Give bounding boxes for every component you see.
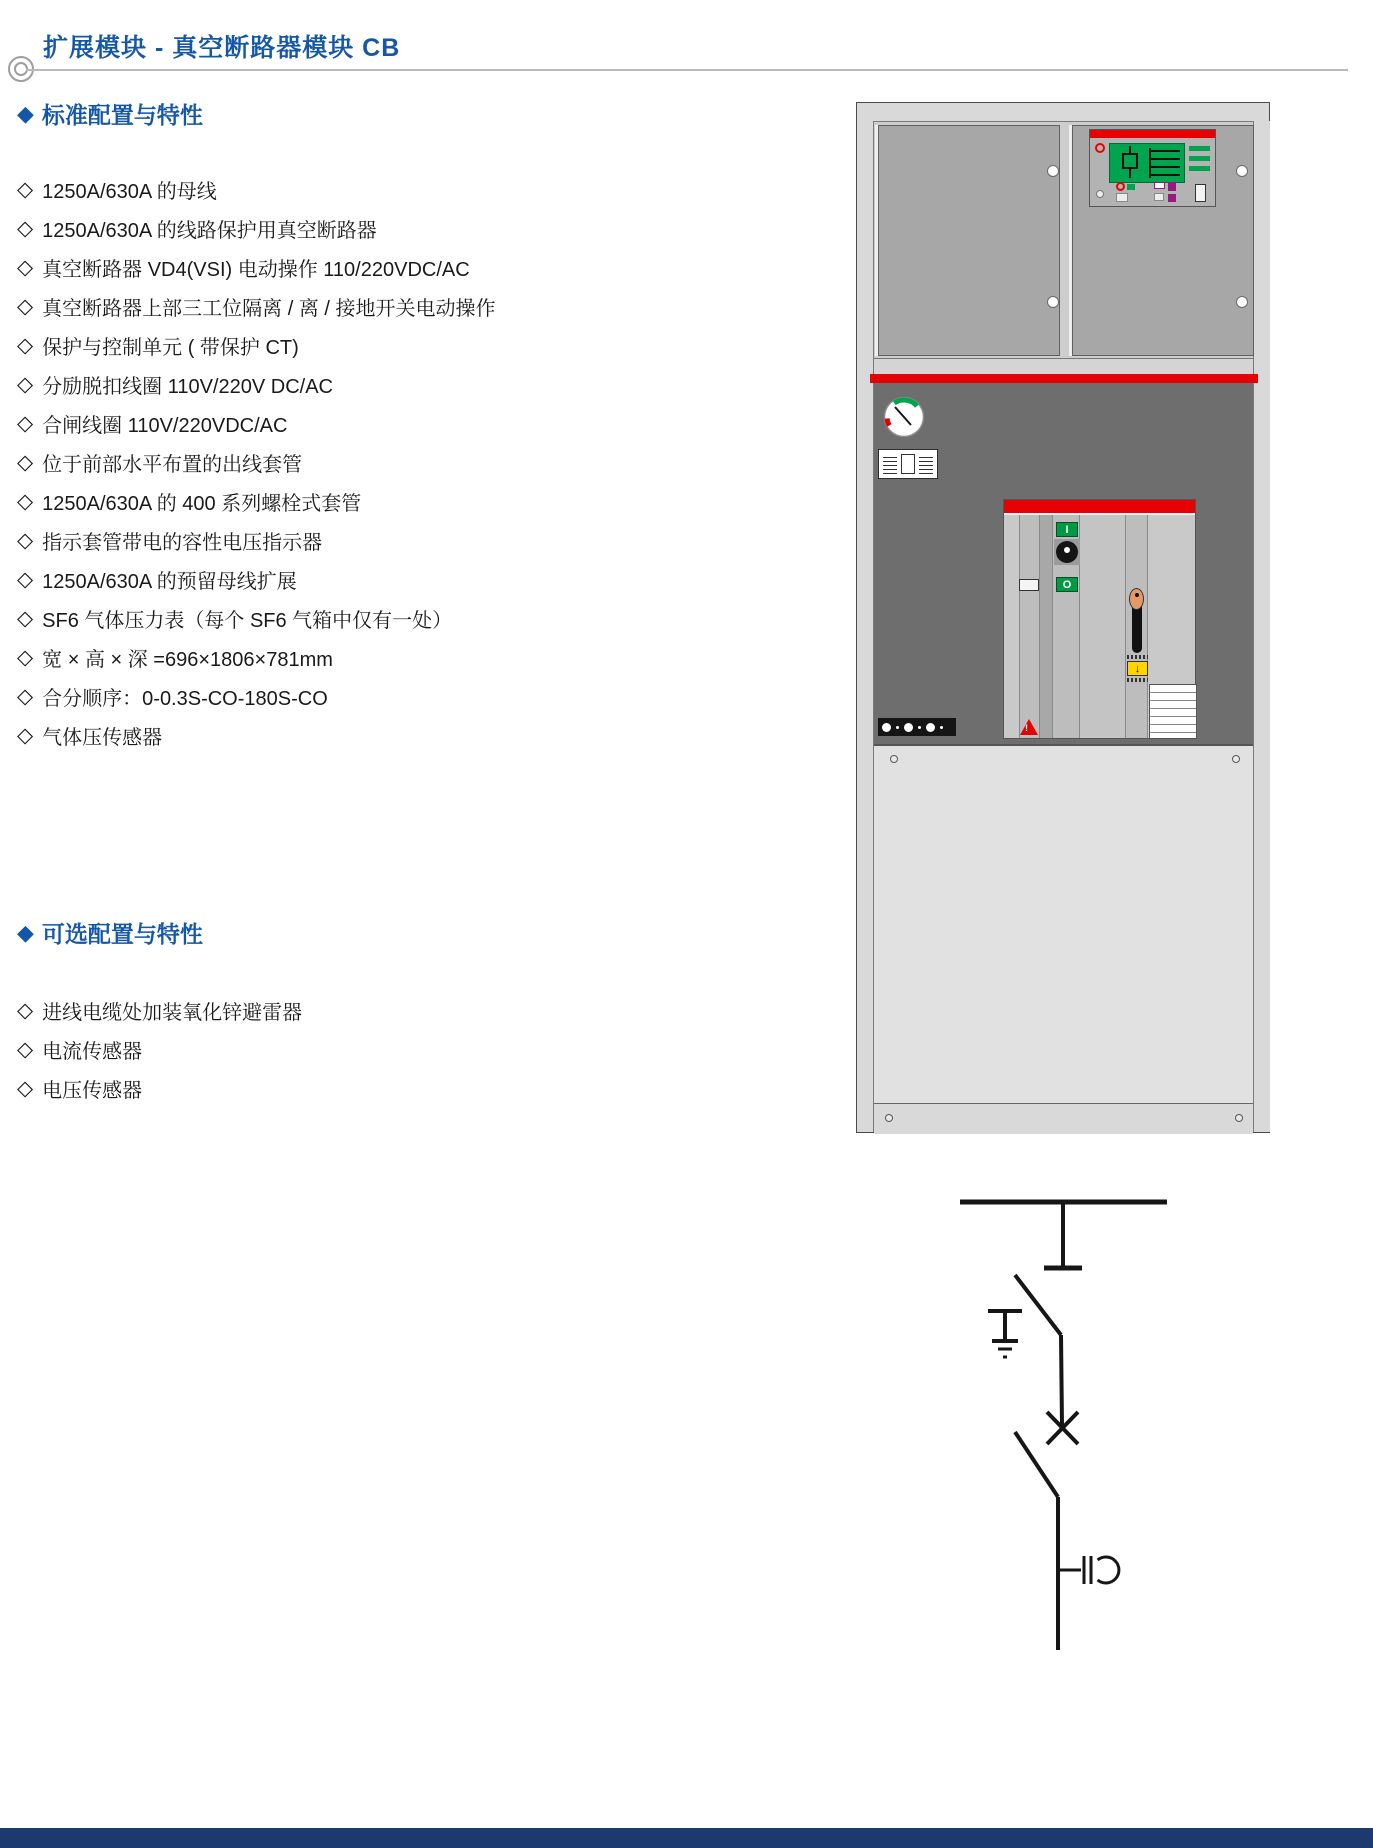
relay-green-bar (1189, 166, 1210, 171)
diamond-bullet-icon: ◇ (17, 1077, 34, 1100)
cabinet-top-frame (857, 103, 1269, 122)
section-heading-standard (17, 97, 203, 130)
door-knob (1236, 296, 1248, 308)
list-item-label: 指示套管带电的容性电压指示器 (42, 532, 323, 554)
indicator-dot (926, 723, 935, 732)
diamond-bullet-icon: ◇ (17, 451, 34, 474)
diamond-bullet-icon: ◇ (17, 490, 34, 513)
indicator-dot (896, 726, 899, 729)
charging-lever-pin (1135, 593, 1139, 597)
circuit-breaker-panel (1003, 499, 1196, 739)
upper-section-bottom-band (874, 358, 1253, 375)
cabinet-left-rail (857, 121, 874, 1132)
section-heading-label: 可选配置与特性 (41, 921, 203, 947)
list-item (17, 248, 496, 287)
single-line-diagram (940, 1190, 1180, 1665)
diamond-bullet-icon: ◇ (17, 999, 34, 1022)
list-item-label: 分励脱扣线圈 110V/220V DC/AC (42, 376, 333, 398)
list-item-label: 电流传感器 (42, 1041, 143, 1063)
panel-column (1004, 515, 1019, 738)
list-item-label: 保护与控制单元 ( 带保护 CT) (42, 337, 299, 359)
indicator-strip (878, 718, 956, 736)
open-button: O (1056, 577, 1078, 592)
panel-divider (1052, 515, 1053, 738)
diamond-bullet-icon: ◇ (17, 529, 34, 552)
list-item (17, 1030, 302, 1069)
screw (890, 755, 898, 763)
list-item-label: 1250A/630A 的 400 系列螺栓式套管 (42, 493, 362, 515)
upper-left-door (878, 125, 1060, 356)
diamond-bullet-icon: ◇ (17, 217, 34, 240)
list-item (17, 677, 496, 716)
panel-divider (1125, 515, 1126, 738)
relay-indicator (1127, 184, 1135, 190)
diamond-bullet-icon: ◇ (17, 295, 34, 318)
disconnector-blade (1015, 1275, 1061, 1335)
vent-grille (1149, 684, 1197, 739)
nameplate-center-box (901, 454, 915, 474)
red-stripe (870, 374, 1258, 383)
list-item (17, 287, 496, 326)
relay-indicator (1096, 190, 1104, 198)
list-item-label: 气体压传感器 (42, 727, 163, 749)
indicator-dot (940, 726, 943, 729)
diamond-bullet-icon: ◇ (17, 178, 34, 201)
charging-lever-cap (1129, 588, 1144, 610)
list-item-label: 进线电缆处加装氧化锌避雷器 (42, 1002, 303, 1024)
panel-column (1039, 515, 1052, 738)
nameplate-text-lines (919, 454, 933, 474)
spring-charge-label: ↓ (1127, 661, 1148, 676)
warning-triangle-icon (1020, 719, 1038, 735)
operating-shaft-center (1064, 547, 1070, 553)
nameplate (878, 449, 938, 479)
section-heading-label: 标准配置与特性 (41, 102, 203, 128)
list-item (17, 638, 496, 677)
panel-column (1079, 515, 1125, 738)
footer-bar (0, 1828, 1373, 1848)
screw (885, 1114, 893, 1122)
list-item (17, 716, 496, 755)
relay-red-stripe (1090, 130, 1215, 138)
relay-indicator (1116, 193, 1128, 202)
list-item (17, 365, 496, 404)
relay-switch (1195, 184, 1206, 202)
list-item-label: SF6 气体压力表（每个 SF6 气箱中仅有一处） (42, 610, 453, 632)
list-item (17, 599, 496, 638)
breaker-red-stripe (1004, 500, 1195, 515)
relay-red-button (1095, 143, 1105, 153)
list-item-label: 1250A/630A 的线路保护用真空断路器 (42, 220, 377, 242)
plinth (874, 1103, 1253, 1134)
list-item (17, 991, 302, 1030)
indicator-dot (918, 726, 921, 729)
diamond-bullet-icon: ◇ (17, 412, 34, 435)
protection-relay-panel (1089, 129, 1216, 207)
diamond-icon: ◆ (17, 919, 34, 945)
voltage-indicator-symbol (1098, 1557, 1119, 1583)
screw (1235, 1114, 1243, 1122)
relay-indicator (1168, 182, 1176, 191)
relay-green-bar (1189, 156, 1210, 161)
list-item (17, 170, 496, 209)
relay-indicator (1116, 182, 1125, 191)
nameplate-text-lines (883, 454, 897, 474)
diamond-bullet-icon: ◇ (17, 373, 34, 396)
list-item-label: 宽 × 高 × 深 =696×1806×781mm (42, 649, 333, 671)
panel-divider (1039, 515, 1040, 738)
list-item (17, 1069, 302, 1108)
list-item (17, 404, 496, 443)
list-item-label: 1250A/630A 的母线 (42, 181, 217, 203)
gauge-red-arc (887, 419, 889, 426)
indicator-dot (882, 723, 891, 732)
diamond-bullet-icon: ◇ (17, 334, 34, 357)
relay-indicator (1154, 182, 1165, 189)
switchgear-cabinet-figure (856, 102, 1270, 1133)
relay-mimic-glyph (1110, 144, 1184, 182)
relay-indicator (1168, 194, 1176, 202)
page-title: 扩展模块 - 真空断路器模块 CB (43, 34, 401, 62)
section-heading-optional (17, 916, 203, 949)
warning-exclamation: ! (1025, 723, 1028, 733)
panel-divider (1019, 515, 1020, 738)
list-item (17, 209, 496, 248)
list-item (17, 482, 496, 521)
counter-window (1019, 579, 1039, 591)
sf6-pressure-gauge (883, 396, 925, 438)
standard-feature-list (17, 170, 496, 755)
panel-divider (1147, 515, 1148, 738)
cabinet-right-rail (1253, 121, 1270, 1132)
screw (1232, 755, 1240, 763)
list-item-label: 位于前部水平布置的出线套管 (42, 454, 303, 476)
list-item (17, 560, 496, 599)
lower-door (874, 744, 1253, 1105)
diamond-bullet-icon: ◇ (17, 607, 34, 630)
diamond-bullet-icon: ◇ (17, 724, 34, 747)
relay-green-bar (1189, 146, 1210, 151)
diamond-bullet-icon: ◇ (17, 256, 34, 279)
spring-symbol (1127, 655, 1148, 659)
door-knob (1047, 165, 1059, 177)
list-item (17, 521, 496, 560)
diamond-bullet-icon: ◇ (17, 1038, 34, 1061)
optional-feature-list (17, 991, 302, 1108)
list-item-label: 真空断路器上部三工位隔离 / 离 / 接地开关电动操作 (42, 298, 496, 320)
list-item-label: 1250A/630A 的预留母线扩展 (42, 571, 297, 593)
door-knob (1236, 165, 1248, 177)
diamond-bullet-icon: ◇ (17, 568, 34, 591)
list-item-label: 合闸线圈 110V/220VDC/AC (42, 415, 288, 437)
diamond-bullet-icon: ◇ (17, 646, 34, 669)
close-button: I (1056, 522, 1078, 537)
indicator-dot (904, 723, 913, 732)
door-knob (1047, 296, 1059, 308)
diamond-bullet-icon: ◇ (17, 685, 34, 708)
list-item-label: 合分顺序：0-0.3S-CO-180S-CO (42, 688, 328, 710)
relay-indicator (1154, 193, 1164, 201)
header-rule (26, 69, 1348, 71)
list-item (17, 326, 496, 365)
relay-mimic-display (1109, 143, 1185, 183)
list-item-label: 真空断路器 VD4(VSI) 电动操作 110/220VDC/AC (42, 259, 470, 281)
spring-symbol (1127, 678, 1148, 682)
list-item-label: 电压传感器 (42, 1080, 143, 1102)
list-item (17, 443, 496, 482)
diamond-icon: ◆ (17, 100, 34, 126)
